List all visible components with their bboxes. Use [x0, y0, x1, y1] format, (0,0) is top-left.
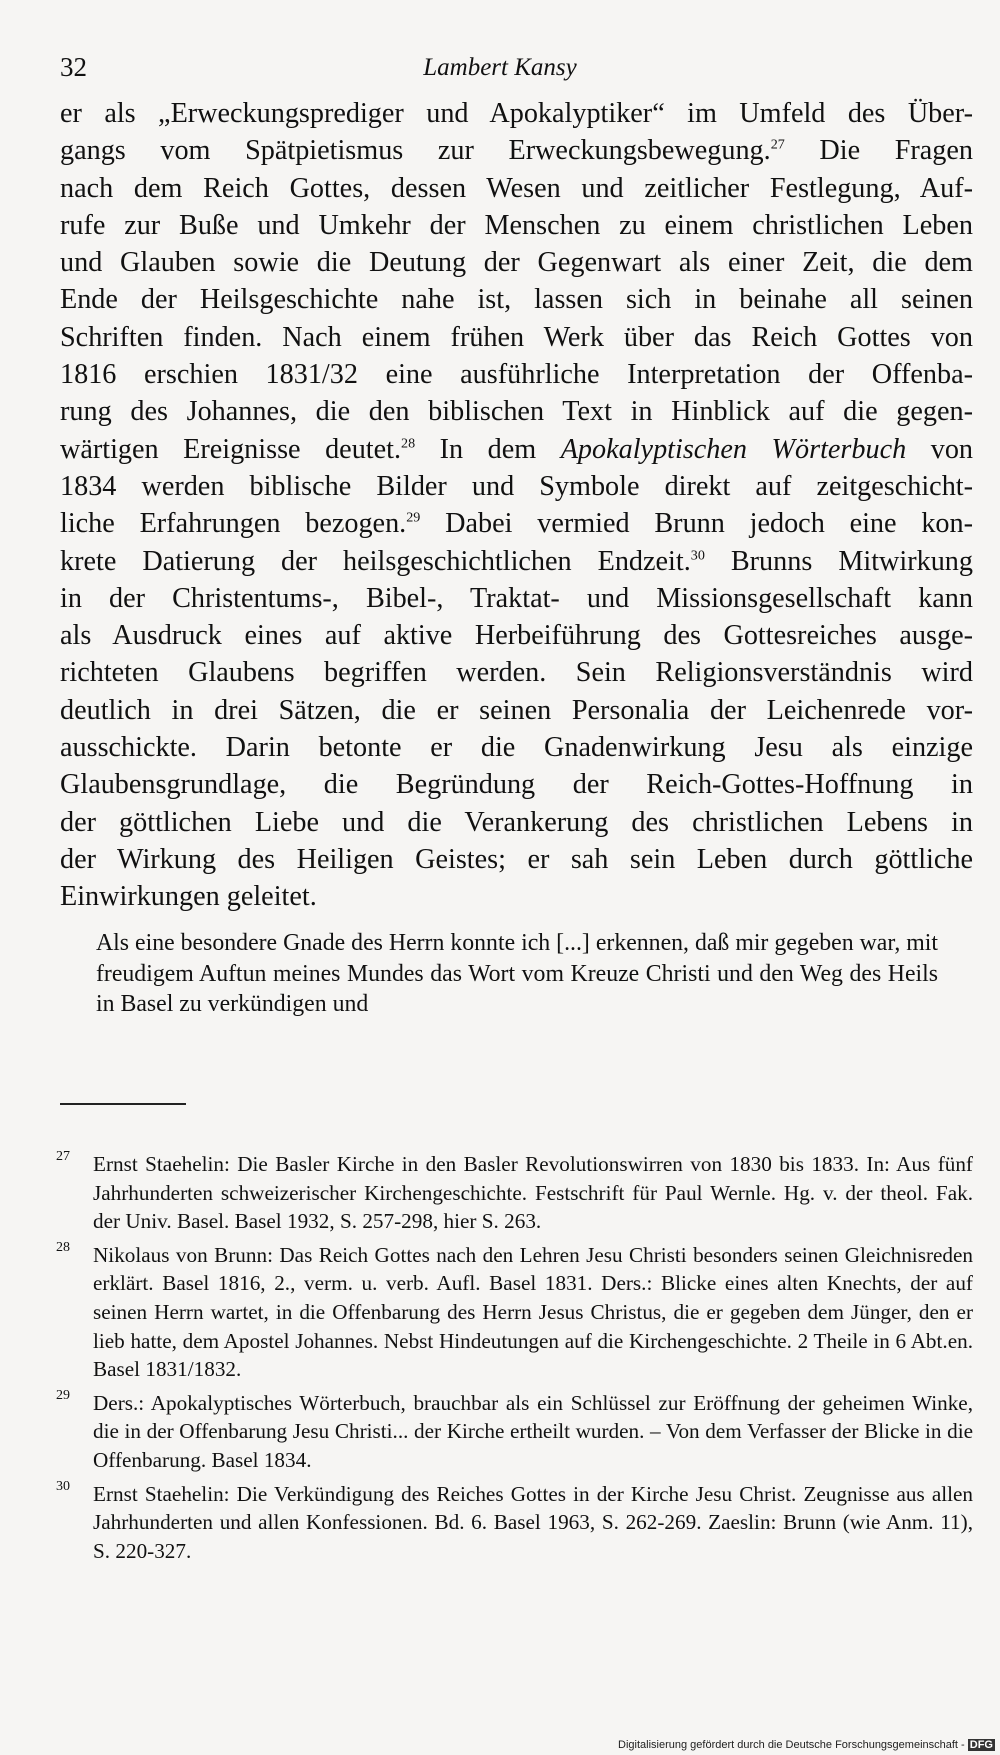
body-line: er als „Erweckungsprediger und Apokalyptiker“ im Umfeld des Über- [60, 98, 973, 129]
body-line: 1834 werden biblische Bilder und Symbole direkt auf zeitgeschicht- [60, 470, 973, 502]
body-line: deutlich in drei Sätzen, die er seinen Personalia der Leichenrede vor- [60, 694, 973, 726]
body-line: liche Erfahrungen bezogen.$^{29}$ Dabei vermied Brunn jedoch eine kon- [60, 508, 974, 540]
body-line: Einwirkungen geleitet. [60, 881, 317, 913]
body-line: der Wirkung des Heiligen Geistes; er sah sein Leben durch göttliche [60, 843, 973, 875]
footnote-rule [60, 1103, 186, 1105]
footnote [56, 1241, 973, 1384]
footnote-number: 30 [56, 1478, 70, 1494]
body-line: Schriften finden. Nach einem frühen Werk über das Reich Gottes von [60, 321, 973, 353]
body-line: der göttlichen Liebe und die Verankerung des christlichen Lebens in [60, 806, 973, 838]
dfg-logo: DFG [969, 1739, 993, 1751]
body-line: gangs vom Spätpietismus zur Erweckungsbewegung.$^{27}$ Die Fragen [60, 135, 973, 167]
digitization-credit: Digitalisierung gefördert durch die Deutsche Forschungsgemeinschaft - DFG [618, 1739, 993, 1751]
footnote-text: Nikolaus von Brunn: Das Reich Gottes nach den Lehren Jesu Christi besonders seinen Gleichnisreden erklärt. Basel 1816, 2., verm. u. verb. Aufl. Basel 1831. Ders.: Blicke eines alten Knechts, der auf seinen Herrn wartet, in die Offenbarung des Herrn Jesus Christus, die er gegeben dem Jünger, den er lieb hatte, dem Apostel Johannes. Nebst Hindeutungen auf die Kirchengeschichte. 2 Theile in 6 Abt.en. Basel 1831/1832. [93, 1242, 973, 1382]
footnote-number: 28 [56, 1239, 70, 1255]
footnote [56, 1150, 973, 1236]
footnote-text: Ernst Staehelin: Die Verkündigung des Reiches Gottes in der Kirche Jesu Christ. Zeugnisse aus allen Jahrhunderten und allen Konfessionen. Bd. 6. Basel 1963, S. 262-269. Zaeslin: Brunn (wie Anm. 11), S. 220-327. [93, 1481, 973, 1563]
footnote-text: Ernst Staehelin: Die Basler Kirche in den Basler Revolutionswirren von 1830 bis 1833. In: Aus fünf Jahrhunderten schweizerischer Kirchengeschichte. Festschrift für Paul Wernle. Hg. v. der theol. Fak. der Univ. Basel. Basel 1932, S. 257-298, hier S. 263. [93, 1152, 973, 1234]
body-line: wärtigen Ereignisse deutet.$^{28}$ In dem Apokalyptischen Wörterbuch von [60, 433, 973, 465]
footnote-ref: 28 [401, 435, 416, 452]
block-quote: Als eine besondere Gnade des Herrn konnte ich [...] erkennen, daß mir gegeben war, mit freudigem Auftun meines Mundes das Wort vom Kreuze Christi und den Weg des Heils in Basel zu verkündigen und [96, 930, 938, 1017]
body-line: richteten Glaubens begriffen werden. Sein Religionsverständnis wird [60, 657, 973, 689]
footnote-ref: 29 [406, 509, 421, 526]
footnotes [56, 1150, 973, 1570]
body-line: und Glauben sowie die Deutung der Gegenwart als einer Zeit, die dem [60, 247, 973, 279]
running-head: Lambert Kansy [423, 54, 577, 81]
italic-title: Apokalyptischen Wörterbuch [560, 433, 907, 465]
footnote [56, 1480, 973, 1566]
body-line: 1816 erschien 1831/32 eine ausführliche Interpretation der Offenba- [60, 359, 973, 391]
footnote [56, 1389, 973, 1475]
body-line: rung des Johannes, die den biblischen Text in Hinblick auf die gegen- [60, 396, 973, 428]
footnote-text: Ders.: Apokalyptisches Wörterbuch, brauchbar als ein Schlüssel zur Eröffnung der geheimen Winke, die in der Offenbarung Jesu Christi... der Kirche ertheilt wurden. – Von dem Verfasser der Blicke in die Offenbarung. Basel 1834. [93, 1390, 973, 1472]
body-text [60, 95, 973, 916]
body-line: als Ausdruck eines auf aktive Herbeiführung des Gottesreiches ausge- [60, 620, 973, 652]
body-line: krete Datierung der heilsgeschichtlichen Endzeit.$^{30}$ Brunns Mitwirkung [60, 545, 973, 577]
page-number: 32 [60, 52, 87, 82]
footnote-number: 29 [56, 1387, 70, 1403]
body-line: nach dem Reich Gottes, dessen Wesen und zeitlicher Festlegung, Auf- [60, 172, 973, 204]
body-line: rufe zur Buße und Umkehr der Menschen zu einem christlichen Leben [60, 209, 973, 241]
body-line: in der Christentums-, Bibel-, Traktat- und Missionsgesellschaft kann [60, 582, 973, 614]
footnote-ref: 30 [690, 547, 705, 564]
footnote-number: 27 [56, 1149, 70, 1164]
body-line: Ende der Heilsgeschichte nahe ist, lassen sich in beinahe all seinen [60, 284, 973, 316]
body-line: Glaubensgrundlage, die Begründung der Reich-Gottes-Hoffnung in [60, 769, 973, 801]
body-line: ausschickte. Darin betonte er die Gnadenwirkung Jesu als einzige [60, 732, 973, 764]
footnote-ref: 27 [770, 136, 785, 153]
